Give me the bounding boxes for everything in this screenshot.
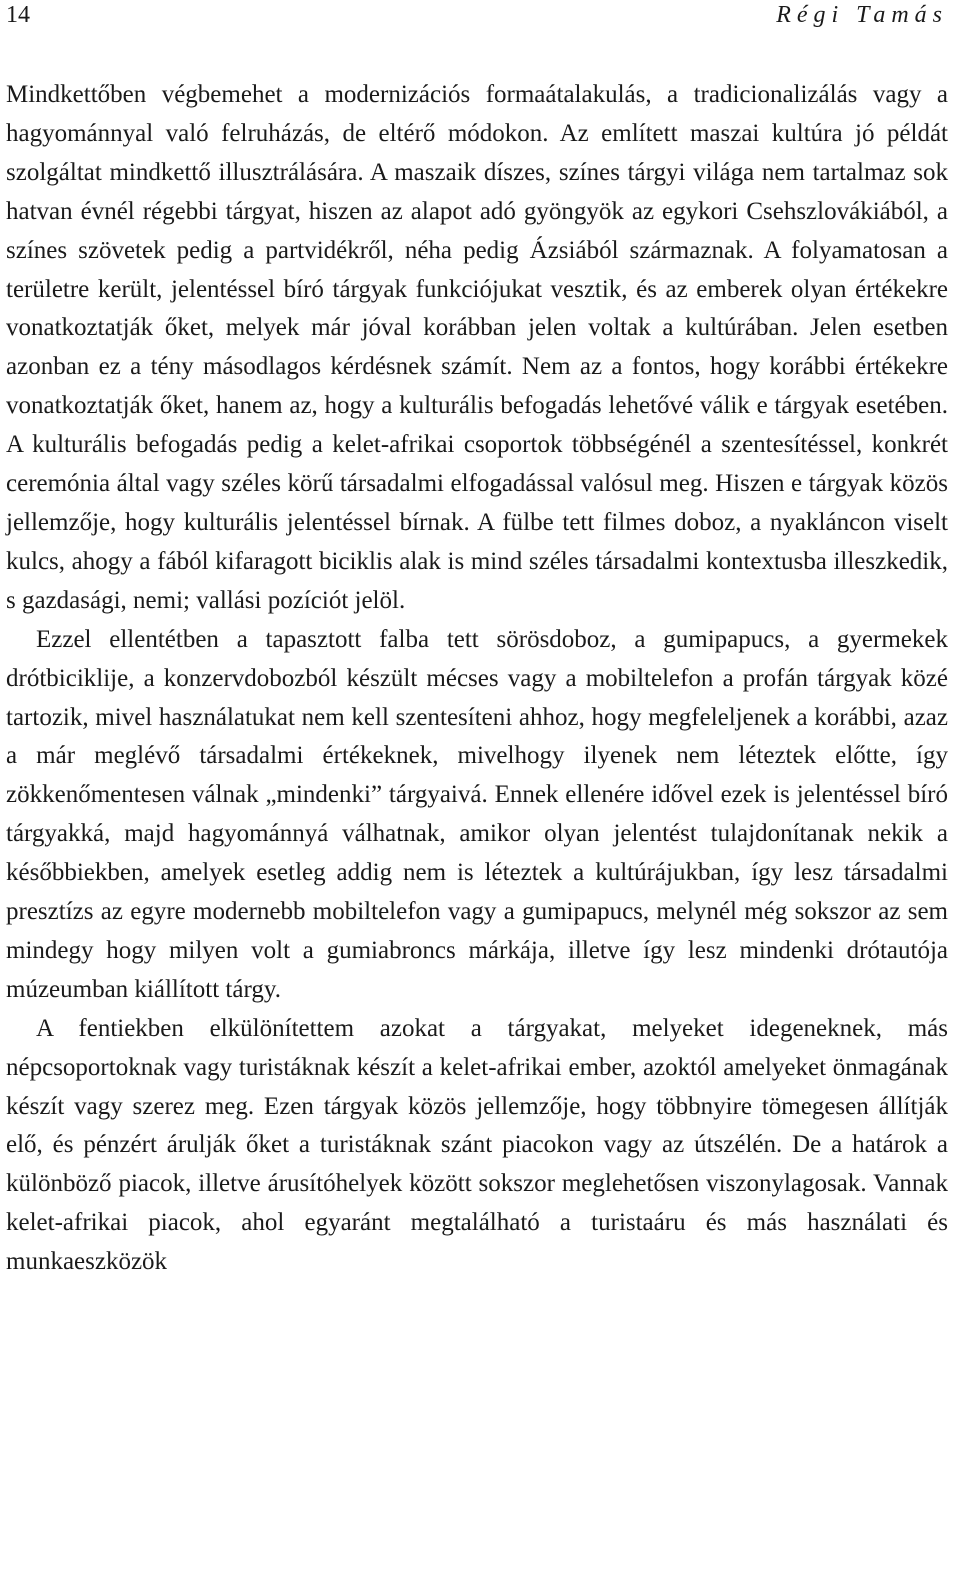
paragraph-3: A fentiekben elkülönítettem azokat a tárgyakat, melyeket idegeneknek, más népcsoportoknak vagy turistáknak készít a kelet-afrikai ember, azoktól amelyeket önmagának készít vagy szerez meg. Ezen tárgyak közös jellemzője, hogy többnyire tömegesen állítják elő, és pénzért árulják őket a turistáknak szánt piacokon vagy az útszélén. De a határok a különböző piacok, illetve árusítóhelyek között sokszor meglehetősen viszonylagosak. Vannak kelet-afrikai piacok, ahol egyaránt megtalálható a turistaáru és más használati és munkaeszközök bbox=[6, 1014, 948, 1276]
running-title: Régi Tamás bbox=[776, 2, 948, 28]
paragraph-2: Ezzel ellentétben a tapasztott falba tett sörösdoboz, a gumipapucs, a gyermekek drótbiciklije, a konzervdobozból készült mécses vagy a mobiltelefon a profán tárgyak közé tartozik, mivel használatukat nem kell szentesíteni ahhoz, hogy megfeleljenek a korábbi, azaz a már meglévő társadalmi értékeknek, mivelhogy ilyenek nem léteztek előtte, így zökkenőmentesen válnak „mindenki” tárgyaivá. Ennek ellenére idővel ezek is jelentéssel bíró tárgyakká, majd hagyománnyá válhatnak, amikor olyan jelentést tulajdonítanak nekik a későbbiekben, amelyek esetleg addig nem is léteztek a kultúrájukban, így lesz társadalmi presztízs az egyre modernebb mobiltelefon vagy a gumipapucs, melynél még sokszor az sem mindegy hogy milyen volt a gumiabroncs márkája, illetve így lesz mindenki drótautója múzeumban kiállított tárgy. bbox=[6, 625, 948, 1003]
page-number: 14 bbox=[6, 2, 30, 28]
book-page bbox=[6, 0, 948, 1586]
paragraph-1: Mindkettőben végbemehet a modernizációs formaátalakulás, a tradicionalizálás vagy a hagyománnyal való felruházás, de eltérő módokon. Az említett maszai kultúra jó példát szolgáltat mindkettő illusztrálására. A maszaik díszes, színes tárgyi világa nem tartalmaz sok hatvan évnél régebbi tárgyat, hiszen az alapot adó gyöngyök az egykori Csehszlovákiából, a színes szövetek pedig a partvidékről, néha pedig Ázsiából származnak. A folyamatosan a területre került, jelentéssel bíró tárgyak funkciójukat vesztik, és az emberek olyan értékekre vonatkoztatják őket, melyek már jóval korábban jelen voltak a kultúrában. Jelen esetben azonban ez a tény másodlagos kérdésnek számít. Nem az a fontos, hogy korábbi értékekre vonatkoztatják őket, hanem az, hogy a kulturális befogadás lehetővé válik e tárgyak esetében. A kulturális befogadás pedig a kelet-afrikai csoportok többségénél a szentesítéssel, konkrét ceremónia által vagy széles körű társadalmi elfogadással valósul meg. Hiszen e tárgyak közös jellemzője, hogy kulturális jelentéssel bírnak. A fülbe tett filmes doboz, a nyakláncon viselt kulcs, ahogy a fából kifaragott biciklis alak is mind széles társadalmi kontextusba illeszkedik, s gazdasági, nemi; vallási pozíciót jelöl. bbox=[6, 81, 948, 614]
running-header bbox=[6, 0, 948, 45]
body-text bbox=[6, 76, 948, 1282]
